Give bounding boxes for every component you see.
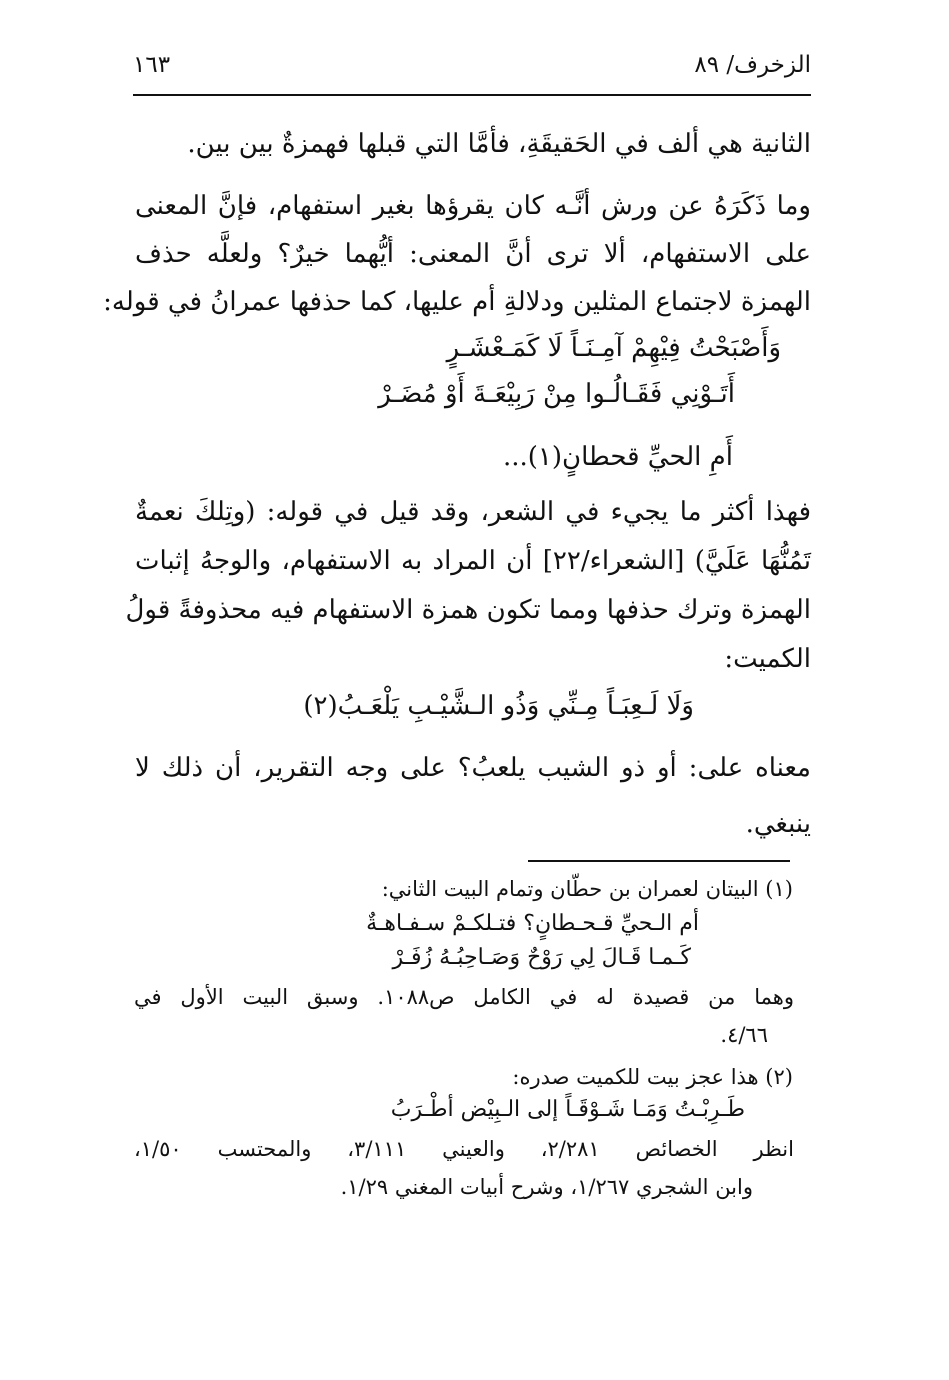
text-line: الثانية هي ألف في الحَقيقَةِ، فأمَّا التي قبلها فهمزةٌ بين بين. — [187, 129, 811, 159]
footnote-verse: طَـرِبْـتُ وَمَـا شَـوْقَـاً إلى الـبِيْض أطْـرَبُ — [390, 1097, 745, 1122]
text-line: معناه على: أو ذو الشيب يلعبُ؟ على وجه التقرير، أن ذلك لا — [135, 753, 811, 783]
footnote-line: انظر الخصائص ٢/٢٨١، والعيني ٣/١١١، والمحتسب ١/٥٠، — [134, 1137, 794, 1161]
text-line: على الاستفهام، ألا ترى أنَّ المعنى: أيُّهما خيرٌ؟ ولعلَّه حذف — [135, 239, 811, 269]
footnote-verse: كَـمـا قَـالَ لِي رَوْحٌ وَصَـاحِبُـهُ زُفَـرْ — [392, 945, 691, 970]
footnote-verse: أم الـحيِّ قـحـطانٍ؟ فتـلكـمْ سـفـاهـةٌ — [366, 911, 699, 936]
verse-line: أَتَـوْنِي فَقَـالُـوا مِنْ رَبِيْعَـةَ أَوْ مُضَـرْ — [378, 379, 735, 409]
verse-line: وَأَصْبَحْتُ فِيْهِمْ آمِـنَـاً لَا كَمَـعْشَـرٍ — [446, 333, 781, 363]
footnote-line: (٢) هذا عجز بيت للكميت صدره: — [512, 1065, 793, 1089]
text-line: أَمِ الحيِّ قحطانٍ(١)... — [502, 442, 733, 472]
text-line: الهمزة لاجتماع المثلين ودلالةِ أم عليها، كما حذفها عمرانُ في قوله: — [103, 287, 811, 317]
page-number: ١٦٣ — [133, 52, 171, 78]
page-header — [133, 42, 811, 90]
text-line: وما ذَكَرَهُ عن ورش أنَّـه كان يقرؤها بغير استفهام، فإنَّ المعنى — [135, 191, 811, 221]
header-rule — [133, 94, 811, 96]
footnote-line: ٤/٦٦. — [720, 1023, 768, 1047]
text-line: الهمزة وترك حذفها ومما تكون همزة الاستفهام فيه محذوفةً قولُ — [125, 595, 811, 625]
text-line: ينبغي. — [745, 809, 811, 839]
text-line: الكميت: — [724, 644, 811, 674]
text-line: فهذا أكثر ما يجيء في الشعر، وقد قيل في قوله: (وتِلكَ نعمةٌ — [135, 497, 811, 527]
footnote-line: وهما من قصيدة له في الكامل ص١٠٨٨. وسبق البيت الأول في — [134, 985, 794, 1009]
text-line: تَمُنُّهَا عَلَيَّ) [الشعراء/٢٢] أن المراد به الاستفهام، والوجهُ إثبات — [135, 546, 811, 576]
verse-line: وَلَا لَـعِبَـاً مِـنِّي وَذُو الـشَّيْـبِ يَلْعَـبُ(٢) — [303, 691, 694, 721]
footnote-line: (١) البيتان لعمران بن حطّان وتمام البيت الثاني: — [381, 877, 793, 901]
footnote-rule — [528, 860, 790, 862]
running-title: الزخرف/ ٨٩ — [694, 52, 811, 78]
footnote-line: وابن الشجري ١/٢٦٧، وشرح أبيات المغني ١/٢٩. — [340, 1175, 753, 1199]
